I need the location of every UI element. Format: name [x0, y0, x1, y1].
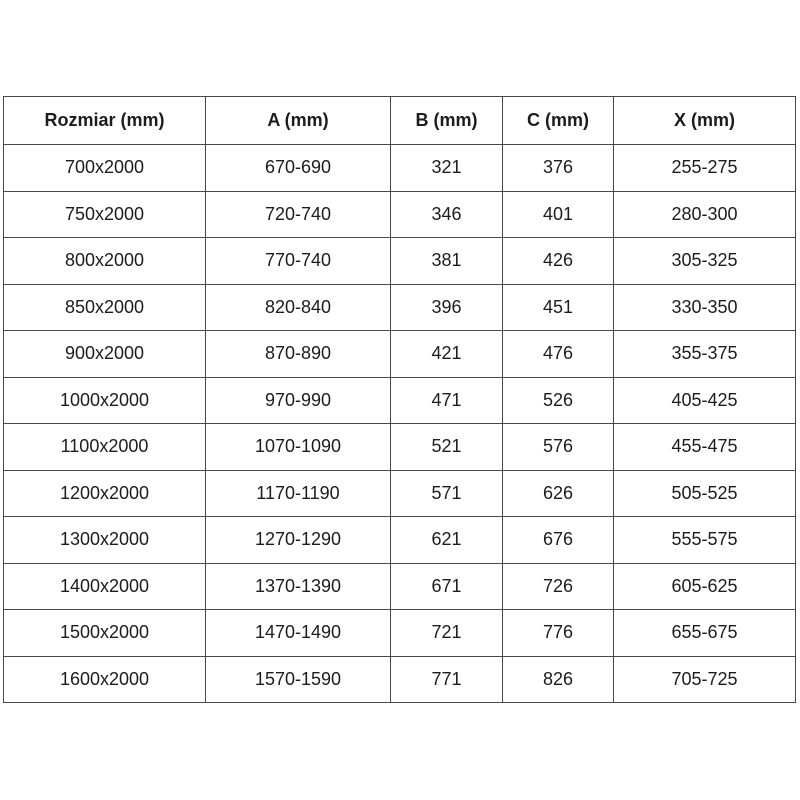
table-cell: 1270-1290	[206, 517, 391, 564]
table-row	[4, 145, 796, 192]
table-cell: 555-575	[614, 517, 796, 564]
table-cell: 346	[391, 191, 503, 238]
table-row	[4, 610, 796, 657]
table-cell: 426	[503, 238, 614, 285]
table-row	[4, 331, 796, 378]
table-cell: 721	[391, 610, 503, 657]
table-cell: 576	[503, 424, 614, 471]
table-row	[4, 284, 796, 331]
table-cell: 396	[391, 284, 503, 331]
table-cell: 820-840	[206, 284, 391, 331]
table-cell: 255-275	[614, 145, 796, 192]
table-cell: 900x2000	[4, 331, 206, 378]
table-cell: 526	[503, 377, 614, 424]
table-cell: 381	[391, 238, 503, 285]
table-cell: 1000x2000	[4, 377, 206, 424]
table-cell: 655-675	[614, 610, 796, 657]
table-cell: 720-740	[206, 191, 391, 238]
table-cell: 621	[391, 517, 503, 564]
table-row	[4, 470, 796, 517]
table-row	[4, 377, 796, 424]
table-cell: 826	[503, 656, 614, 703]
table-cell: 505-525	[614, 470, 796, 517]
table-cell: 305-325	[614, 238, 796, 285]
table-cell: 676	[503, 517, 614, 564]
table-cell: 521	[391, 424, 503, 471]
table-cell: 705-725	[614, 656, 796, 703]
table-cell: 571	[391, 470, 503, 517]
column-header: B (mm)	[391, 97, 503, 145]
table-cell: 1200x2000	[4, 470, 206, 517]
table-cell: 330-350	[614, 284, 796, 331]
table-cell: 1370-1390	[206, 563, 391, 610]
table-cell: 451	[503, 284, 614, 331]
table-cell: 771	[391, 656, 503, 703]
table-cell: 1500x2000	[4, 610, 206, 657]
table-row	[4, 656, 796, 703]
table-cell: 455-475	[614, 424, 796, 471]
header-row	[4, 97, 796, 145]
table-cell: 970-990	[206, 377, 391, 424]
dimensions-table	[3, 96, 796, 703]
table-cell: 626	[503, 470, 614, 517]
table-cell: 605-625	[614, 563, 796, 610]
table-cell: 1170-1190	[206, 470, 391, 517]
table-cell: 476	[503, 331, 614, 378]
table-cell: 1070-1090	[206, 424, 391, 471]
table-cell: 671	[391, 563, 503, 610]
table-cell: 670-690	[206, 145, 391, 192]
table-cell: 726	[503, 563, 614, 610]
table-cell: 1600x2000	[4, 656, 206, 703]
table-cell: 471	[391, 377, 503, 424]
table-row	[4, 191, 796, 238]
table-cell: 800x2000	[4, 238, 206, 285]
table-cell: 770-740	[206, 238, 391, 285]
table-cell: 401	[503, 191, 614, 238]
table-cell: 1470-1490	[206, 610, 391, 657]
table-cell: 321	[391, 145, 503, 192]
column-header: C (mm)	[503, 97, 614, 145]
table-cell: 870-890	[206, 331, 391, 378]
table-cell: 376	[503, 145, 614, 192]
table-row	[4, 563, 796, 610]
table-cell: 355-375	[614, 331, 796, 378]
table-cell: 750x2000	[4, 191, 206, 238]
table-cell: 1570-1590	[206, 656, 391, 703]
table-cell: 1100x2000	[4, 424, 206, 471]
table-cell: 850x2000	[4, 284, 206, 331]
column-header: A (mm)	[206, 97, 391, 145]
table-row	[4, 424, 796, 471]
table-row	[4, 238, 796, 285]
table-cell: 421	[391, 331, 503, 378]
table-cell: 280-300	[614, 191, 796, 238]
table-row	[4, 517, 796, 564]
table-cell: 700x2000	[4, 145, 206, 192]
table-cell: 776	[503, 610, 614, 657]
column-header: Rozmiar (mm)	[4, 97, 206, 145]
table-cell: 1300x2000	[4, 517, 206, 564]
table-cell: 405-425	[614, 377, 796, 424]
table-cell: 1400x2000	[4, 563, 206, 610]
column-header: X (mm)	[614, 97, 796, 145]
